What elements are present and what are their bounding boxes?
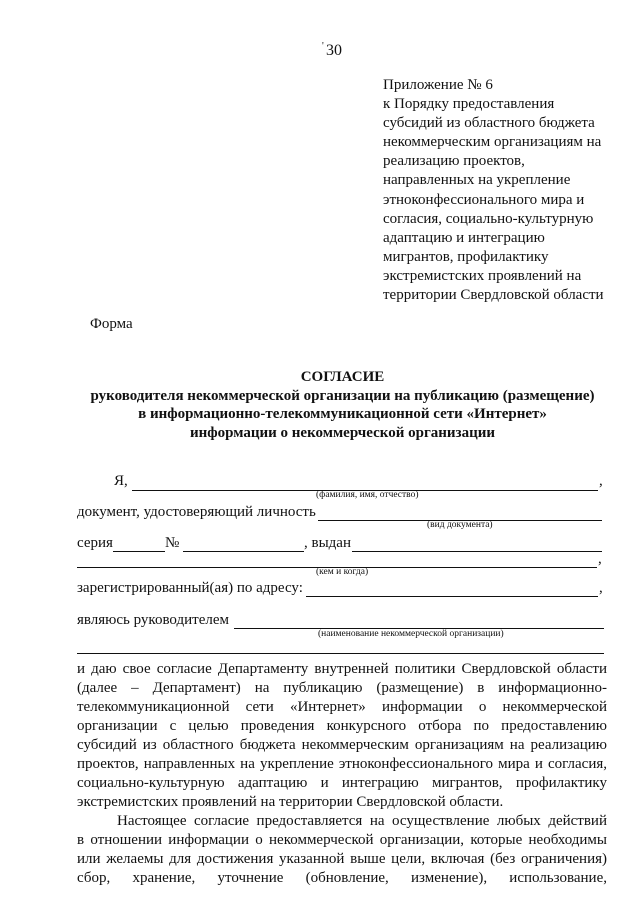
paragraph-line: Настоящее согласие предоставляется на осуществление любых действий <box>117 813 607 829</box>
full-name-caption: (фамилия, имя, отчество) <box>316 490 419 500</box>
title-heading: СОГЛАСИЕ <box>300 369 385 385</box>
series-label: серия <box>77 535 113 551</box>
paragraph-line: проектов, направленных на укрепление этноконфессионального мира и согласия, <box>77 756 607 772</box>
title-line: руководителя некоммерческой организации на публикацию (размещение) <box>90 387 595 404</box>
appendix-line: реализацию проектов, <box>383 153 525 170</box>
scan-mark: ' <box>322 41 324 52</box>
title-line: информации о некоммерческой организации <box>189 424 496 441</box>
number-label: № <box>165 535 180 551</box>
organization-name-caption: (наименование некоммерческой организации) <box>318 629 504 639</box>
appendix-line: экстремистских проявлений на <box>383 267 582 284</box>
appendix-line: к Порядку предоставления <box>383 96 555 113</box>
address-field[interactable] <box>306 596 598 597</box>
paragraph-line: сбор, хранение, уточнение (обновление, изменение), использование, <box>77 870 607 886</box>
paragraph-line: экстремистских проявлений на территории Свердловской области. <box>77 794 504 810</box>
consent-paragraph <box>77 660 607 812</box>
appendix-line: территории Свердловской области <box>383 287 604 304</box>
scope-paragraph <box>77 812 607 888</box>
paragraph-line: в отношении информации о некоммерческой организации, которые необходимы <box>77 832 607 848</box>
appendix-line: адаптацию и интеграцию <box>383 229 545 246</box>
appendix-line: направленных на укрепление <box>383 172 571 189</box>
document-title <box>60 368 625 442</box>
comma: , <box>598 551 602 567</box>
number-field[interactable] <box>183 551 304 552</box>
series-field[interactable] <box>113 551 165 552</box>
paragraph-line: социально-культурную адаптацию и интеграцию мигрантов, профилактику <box>77 775 607 791</box>
paragraph-line: организации с целью проведения конкурсного отбора по предоставлению <box>77 718 607 734</box>
comma: , <box>599 580 603 596</box>
paragraph-line: или желаемы для достижения указанной выше цели, включая (без ограничения) <box>77 851 607 867</box>
doc-label: документ, удостоверяющий личность <box>77 504 316 520</box>
head-label: являюсь руководителем <box>77 612 230 628</box>
form-label: Форма <box>90 316 133 332</box>
page-number: 30 <box>326 42 342 59</box>
document-type-caption: (вид документа) <box>427 520 493 530</box>
appendix-line: Приложение № 6 <box>383 77 493 93</box>
issued-by-caption: (кем и когда) <box>316 567 369 577</box>
issued-label: , выдан <box>304 535 351 551</box>
paragraph-line: телекоммуникационной сети «Интернет» информации о некоммерческой <box>77 699 607 715</box>
comma: , <box>599 473 603 489</box>
paragraph-line: и даю свое согласие Департаменту внутренней политики Свердловской области <box>77 661 607 677</box>
organization-name-field-continued[interactable] <box>77 653 604 654</box>
appendix-line: мигрантов, профилактику <box>383 248 549 265</box>
appendix-line: согласия, социально-культурную <box>383 210 594 227</box>
i-label: Я, <box>114 473 128 489</box>
address-label: зарегистрированный(ая) по адресу: <box>77 580 303 596</box>
issued-by-field[interactable] <box>352 551 602 552</box>
appendix-line: этноконфессионального мира и <box>383 191 585 208</box>
title-line: в информационно-телекоммуникационной сети «Интернет» <box>138 406 547 422</box>
appendix-line: субсидий из областного бюджета <box>383 115 595 132</box>
appendix-header <box>383 76 604 305</box>
paragraph-line: субсидий из областного бюджета некоммерческим организациям на реализацию <box>77 737 607 753</box>
paragraph-line: (далее – Департамент) на публикацию (размещение) в информационно- <box>77 680 607 696</box>
appendix-line: некоммерческим организациям на <box>383 134 602 151</box>
